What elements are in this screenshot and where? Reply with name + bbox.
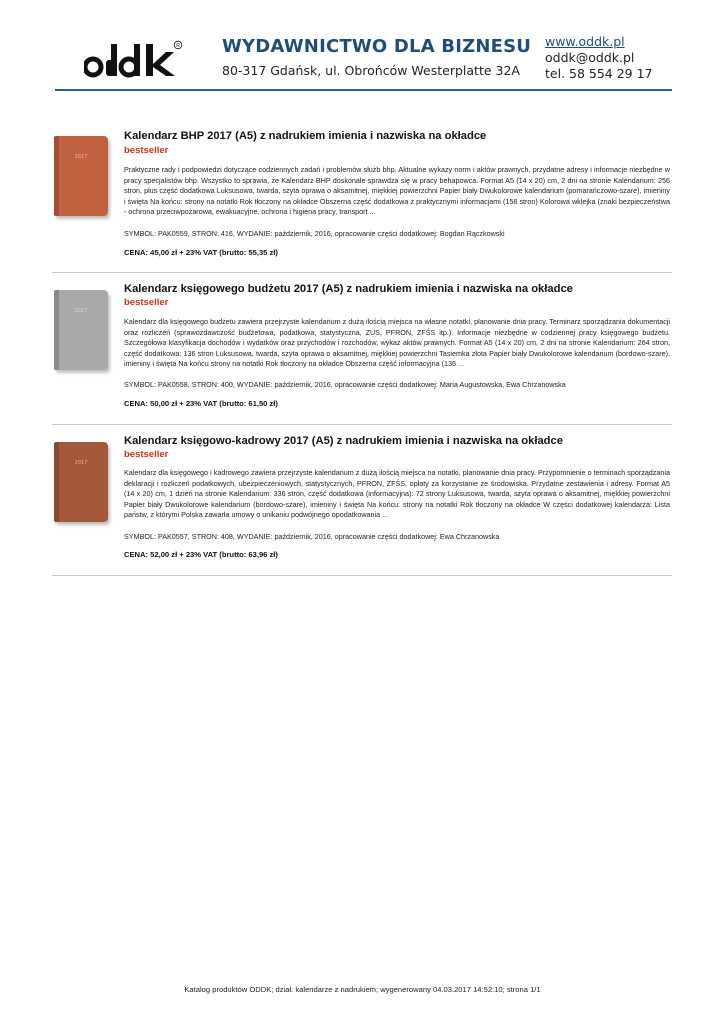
product-divider — [52, 424, 672, 425]
publisher-address: 80-317 Gdańsk, ul. Obrońców Westerplatte 32A — [222, 63, 520, 78]
publisher-title: WYDAWNICTWO DLA BIZNESU — [222, 36, 532, 57]
bestseller-badge: bestseller — [124, 145, 169, 156]
product-price: CENA: 50,00 zł + 23% VAT (brutto: 61,50 zł) — [124, 399, 278, 408]
product-title[interactable]: Kalendarz księgowego budżetu 2017 (A5) z nadrukiem imienia i nazwiska na okładce — [124, 283, 573, 295]
cover-year: 2017 — [74, 460, 88, 466]
page-header — [0, 0, 725, 95]
product-cover-image[interactable] — [54, 290, 108, 370]
phone-number: tel. 58 554 29 17 — [545, 66, 653, 81]
product-description: Kalendarz dla księgowego i kadrowego zawiera przejrzyste kalendarium z dużą ilością miejsca na notatki, planowanie dnia pracy. Przypomnienie o terminach sporządzania deklaracji i rozliczeń podatkowych, ubezpieczeniowych, statystycznych, PFRON, ZFŚS, opłaty za korzystanie ze środowiska. Przydatne zestawienia i adresy. Format A5 (14 x 20) cm, 1 dzień na stronie Kalendarium: 336 stron, część dodatkowa (informacyjna): 72 strony Luksusowa, twarda, szyta oprawa o aksamitnej, miękkiej powierzchni Papier biały Dwukolorowe kalendarium (bordowo-szare), imieniny i święta Na końcu: strony na notatki Rok tłoczony na okładce W części dodatkowej kalendarza: Lista państw, z którymi Polska zawarła umowy o unikaniu podwójnego opodatkowania ... — [124, 468, 670, 519]
contact-block — [545, 34, 653, 82]
product-cover-image[interactable] — [54, 136, 108, 216]
cover-year: 2017 — [74, 308, 88, 314]
product-description: Praktyczne rady i podpowiedzi dotyczące codziennych zadań i problemów służb bhp. Aktualne wykazy norm i aktów prawnych, przydatne adresy i informacje niezbędne w pracy specjalistów bhp. Wszystko to sprawia, że Kalendarz BHP doskonale sprawdza się w pracy behapowca. Format A5 (14 x 20) cm, 2 dni na stronie Kalendarium: 256 stron, plus część dodatkowa Luksusowa, twarda, szyta oprawa o aksamitnej, miękkiej powierzchni Papier biały Dwukolorowe kalendarium (pomarańczowo-szare), imieniny i święta Na końcu: strony na notatki Rok tłoczony na okładce Obszerna część dodatkowa z praktycznymi informacjami (158 stron) Kolorowa wklejka (znaki bezpieczeństwa - ochrona przeciwpożarowa, ewakuacyjne, ochrona i higiena pracy, transport ... — [124, 165, 670, 216]
page-footer: Katalog produktów ODDK; dział: kalendarze z nadrukiem; wygenerowany 04.03.2017 14:52:10; strona 1/1 — [184, 985, 541, 994]
header-divider — [55, 89, 672, 91]
cover-spine — [54, 136, 59, 216]
cover-spine — [54, 442, 59, 522]
product-divider — [52, 272, 672, 273]
product-meta: SYMBOL: PAK0559, STRON: 416, WYDANIE: październik, 2016, opracowanie części dodatkowej: Bogdan Rączkowski — [124, 229, 505, 238]
product-cover-image[interactable] — [54, 442, 108, 522]
email-address[interactable]: oddk@oddk.pl — [545, 50, 635, 65]
product-meta: SYMBOL: PAK0558, STRON: 400, WYDANIE: październik, 2016, opracowanie części dodatkowej: Maria Augustowska, Ewa Chrzanowska — [124, 380, 566, 389]
svg-text:R: R — [176, 43, 180, 49]
product-price: CENA: 45,00 zł + 23% VAT (brutto: 55,35 zł) — [124, 248, 278, 257]
product-title[interactable]: Kalendarz BHP 2017 (A5) z nadrukiem imienia i nazwiska na okładce — [124, 130, 487, 142]
website-link[interactable]: www.oddk.pl — [545, 34, 625, 49]
bestseller-badge: bestseller — [124, 297, 169, 308]
product-meta: SYMBOL: PAK0557, STRON: 408, WYDANIE: październik, 2016, opracowanie części dodatkowej: Ewa Chrzanowska — [124, 532, 500, 541]
product-price: CENA: 52,00 zł + 23% VAT (brutto: 63,96 zł) — [124, 550, 278, 559]
product-divider — [52, 575, 672, 576]
bestseller-badge: bestseller — [124, 449, 169, 460]
cover-year: 2017 — [74, 154, 88, 160]
oddk-logo[interactable] — [84, 40, 184, 82]
product-description: Kalendarz dla księgowego budżetu zawiera przejrzyste kalendarium z dużą ilością miejsca na własne notatki, planowanie dnia pracy. Terminarz sporządzania dokumentacji oraz rozliczeń (sprawozdawczość budżetowa, podatkowa, statystyczna, ZUS, PFRON, ZFŚS itp.). Informacje niezbędne w codziennej pracy księgowego budżetu. Szczegółowa klasyfikacja dochodów i wydatków oraz przychodów i rozchodów, wykaz aktów prawnych. Format A5 (14 x 20) cm, 2 dni na stronie Kalendarium: 264 stron, część dodatkowa: 136 stron Luksusowa, twarda, szyta oprawa o aksamitnej, miękkiej powierzchni Tasiemka złota Papier biały Dwukolorowe kalendarium (bordowo-szare), imieniny i święta Na końcu strony na notatki Rok tłoczony na okładce Obszerna część informacyjna (136 ... — [124, 317, 670, 368]
oddk-logo-graphic — [84, 40, 184, 82]
product-title[interactable]: Kalendarz księgowo-kadrowy 2017 (A5) z nadrukiem imienia i nazwiska na okładce — [124, 435, 563, 447]
cover-spine — [54, 290, 59, 370]
